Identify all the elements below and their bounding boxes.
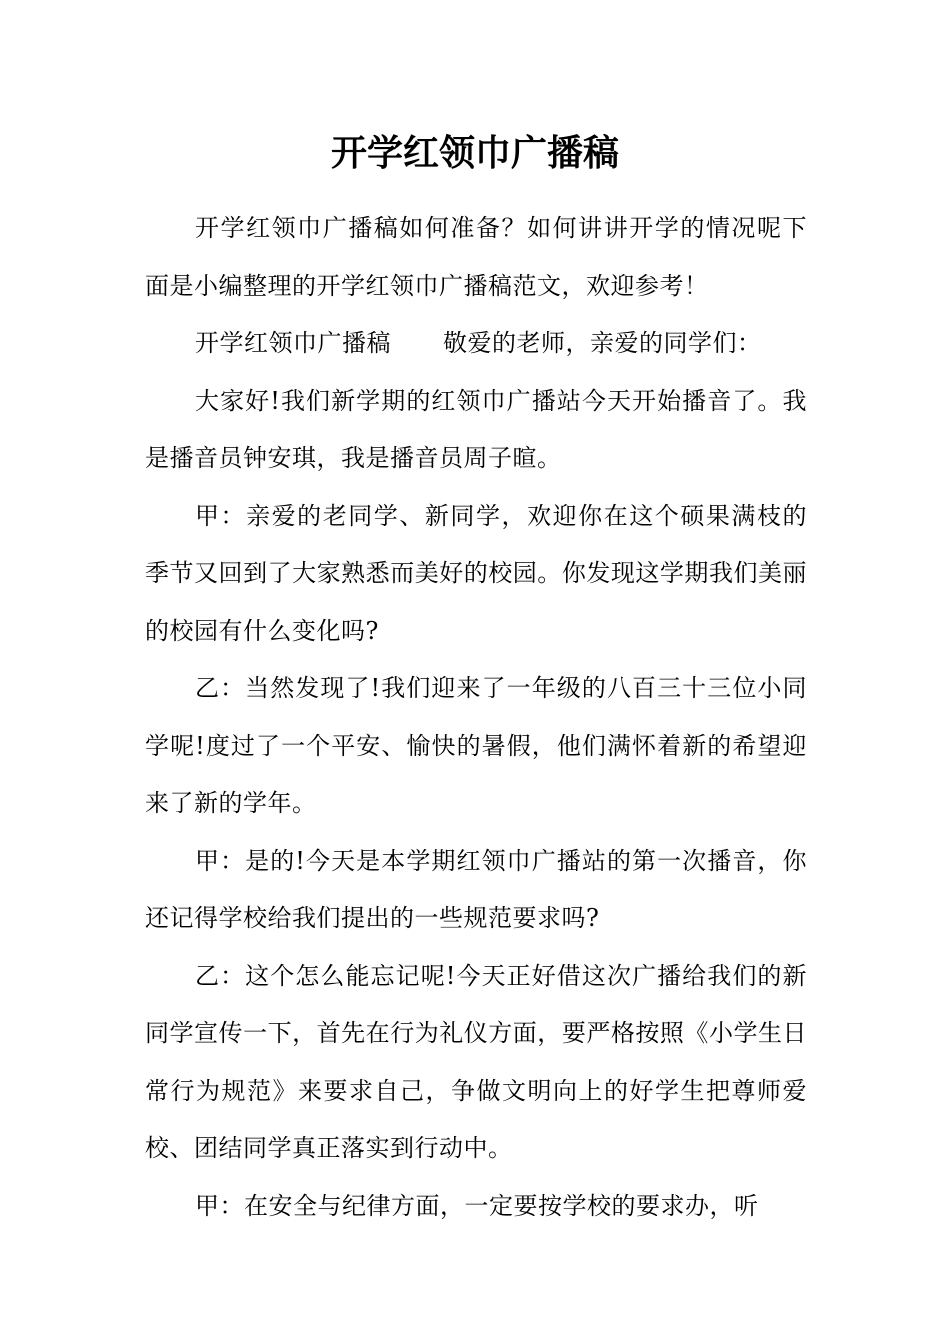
document-body <box>145 200 807 1235</box>
paragraph-greeting <box>145 315 807 373</box>
greeting-heading: 开学红领巾广播稿 <box>195 329 391 357</box>
paragraph-opening: 大家好!我们新学期的红领巾广播站今天开始播音了。我是播音员钟安琪，我是播音员周子暄。 <box>145 386 807 472</box>
greeting-salutation: 敬爱的老师，亲爱的同学们： <box>443 329 762 357</box>
paragraph-jia-3: 甲：在安全与纪律方面，一定要按学校的要求办，听 <box>195 1191 759 1220</box>
paragraph-yi-2: 乙：这个怎么能忘记呢!今天正好借这次广播给我们的新同学宣传一下，首先在行为礼仪方面，要严格按照《小学生日常行为规范》来要求自己，争做文明向上的好学生把尊师爱校、团结同学真正落实到行动中。 <box>145 961 807 1162</box>
paragraph-yi-1: 乙：当然发现了!我们迎来了一年级的八百三十三位小同学呢!度过了一个平安、愉快的暑假，他们满怀着新的希望迎来了新的学年。 <box>145 674 807 817</box>
document-title: 开学红领巾广播稿 <box>330 132 619 174</box>
paragraph-jia-2: 甲：是的!今天是本学期红领巾广播站的第一次播音，你还记得学校给我们提出的一些规范要求吗? <box>145 846 807 932</box>
paragraph-intro: 开学红领巾广播稿如何准备？如何讲讲开学的情况呢下面是小编整理的开学红领巾广播稿范文，欢迎参考！ <box>145 214 807 300</box>
paragraph-jia-1: 甲：亲爱的老同学、新同学，欢迎你在这个硕果满枝的季节又回到了大家熟悉而美好的校园。你发现这学期我们美丽的校园有什么变化吗? <box>145 501 807 645</box>
